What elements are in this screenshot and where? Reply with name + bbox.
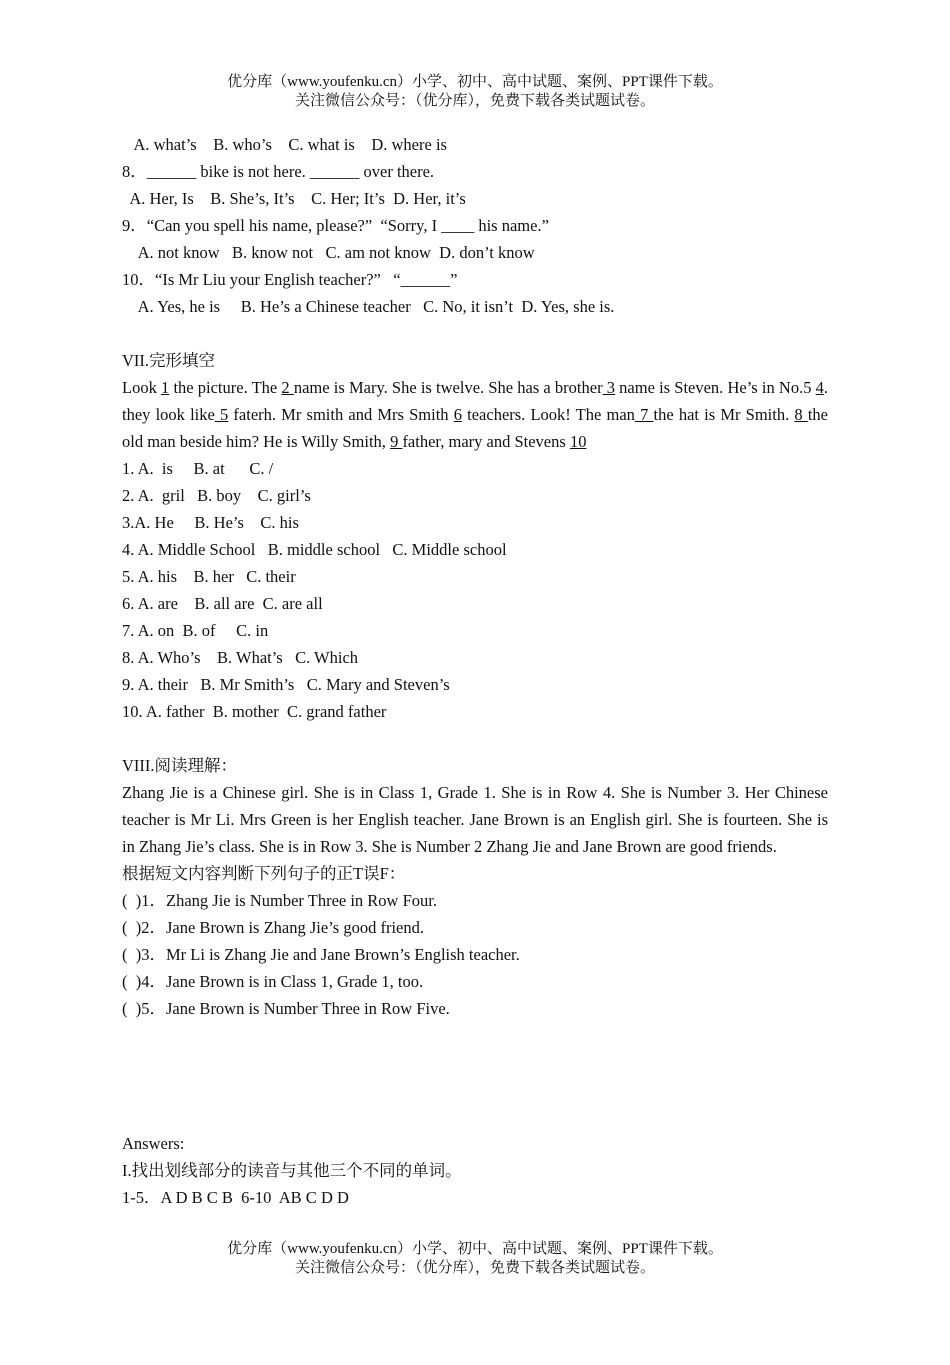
cloze-blank-7: 7 [634,405,654,424]
spacer [122,725,828,752]
cloze-option: 7. A. on B. of C. in [122,621,269,640]
cloze-blank-8: 8 [794,405,808,424]
q10-options: A. Yes, he is B. He’s a Chinese teacher C. No, it isn’t D. Yes, she is. [122,297,615,316]
cloze-option: 9. A. their B. Mr Smith’s C. Mary and Steven’s [122,675,450,694]
spacer [122,1022,828,1130]
document-body [122,131,828,1211]
cloze-blank-4: 4 [815,378,824,397]
answers-key-1: 1-5．A D B C B 6-10 AB C D D [122,1188,349,1207]
cloze-option: 8. A. Who’s B. What’s C. Which [122,648,359,667]
cloze-text: teachers. Look! The man [461,405,635,424]
cloze-text: the hat is Mr Smith. [653,405,795,424]
footer-line-2: 关注微信公众号：（优分库），免费下载各类试题试卷。 [294,1260,655,1276]
cloze-text: Look [122,378,162,397]
cloze-option: 4. A. Middle School B. middle school C. Middle school [122,540,507,559]
cloze-text: name is Mary. She is twelve. She has a brother [293,378,603,397]
cloze-option: 3.A. He B. He’s C. his [122,513,299,532]
reading-item: ( )2．Jane Brown is Zhang Jie’s good friend. [122,918,424,937]
cloze-option: 6. A. are B. all are C. are all [122,594,323,613]
q8-question: 8．______ bike is not here. ______ over there. [122,162,435,181]
answers-section-1: I.找出划线部分的读音与其他三个不同的单词。 [122,1161,462,1180]
answers-title: Answers: [122,1134,185,1153]
cloze-blank-10: 10 [569,432,587,451]
q10-question: 10．“Is Mr Liu your English teacher?” “______” [122,270,458,289]
spacer [122,320,828,347]
page-footer [0,1240,950,1278]
cloze-title: VII.完形填空 [122,351,216,370]
q9-question: 9．“Can you spell his name, please?” “Sorry, I ____ his name.” [122,216,549,235]
cloze-text: faterh. Mr smith and Mrs Smith [228,405,454,424]
cloze-blank-1: 1 [161,378,170,397]
cloze-text: father, mary and Stevens [402,432,570,451]
cloze-option: 5. A. his B. her C. their [122,567,296,586]
cloze-blank-2: 2 [281,378,294,397]
cloze-text: name is Steven. He’s in No.5 [615,378,816,397]
cloze-text: the old man beside him? He is Willy Smith, [122,405,828,451]
cloze-blank-6: 6 [453,405,462,424]
reading-title: VIII.阅读理解： [122,756,238,775]
cloze-blank-5: 5 [214,405,229,424]
q8-options: A. Her, Is B. She’s, It’s C. Her; It’s D. Her, it’s [122,189,466,208]
page-header [0,73,950,111]
cloze-passage [122,374,828,455]
cloze-option: 1. A. is B. at C. / [122,459,274,478]
reading-item: ( )5．Jane Brown is Number Three in Row Five. [122,999,450,1018]
reading-item: ( )3．Mr Li is Zhang Jie and Jane Brown’s English teacher. [122,945,520,964]
reading-item: ( )1．Zhang Jie is Number Three in Row Four. [122,891,437,910]
cloze-text: . they look like [122,378,829,424]
header-line-1: 优分库（www.youfenku.cn）小学、初中、高中试题、案例、PPT课件下载。 [227,74,723,90]
cloze-text: the picture. The [169,378,282,397]
header-line-2: 关注微信公众号：（优分库），免费下载各类试题试卷。 [294,93,655,109]
cloze-blank-9: 9 [390,432,403,451]
cloze-blank-3: 3 [602,378,615,397]
q7-options: A. what’s B. who’s C. what is D. where is [122,135,447,154]
reading-passage: Zhang Jie is a Chinese girl. She is in Class 1, Grade 1. She is in Row 4. She is Number 3. Her Chinese teacher is Mr Li. Mrs Green is her English teacher. Jane Brown is an English girl. She is fourteen. She is in Zhang Jie’s class. She is in Row 3. She is Number 2 Zhang Jie and Jane Brown are good friends. [122,783,828,856]
q9-options: A. not know B. know not C. am not know D. don’t know [122,243,535,262]
cloze-option: 10. A. father B. mother C. grand father [122,702,387,721]
footer-line-1: 优分库（www.youfenku.cn）小学、初中、高中试题、案例、PPT课件下载。 [227,1241,723,1257]
reading-item: ( )4．Jane Brown is in Class 1, Grade 1, too. [122,972,424,991]
reading-instruction: 根据短文内容判断下列句子的正T误F： [122,864,406,883]
cloze-option: 2. A. gril B. boy C. girl’s [122,486,311,505]
